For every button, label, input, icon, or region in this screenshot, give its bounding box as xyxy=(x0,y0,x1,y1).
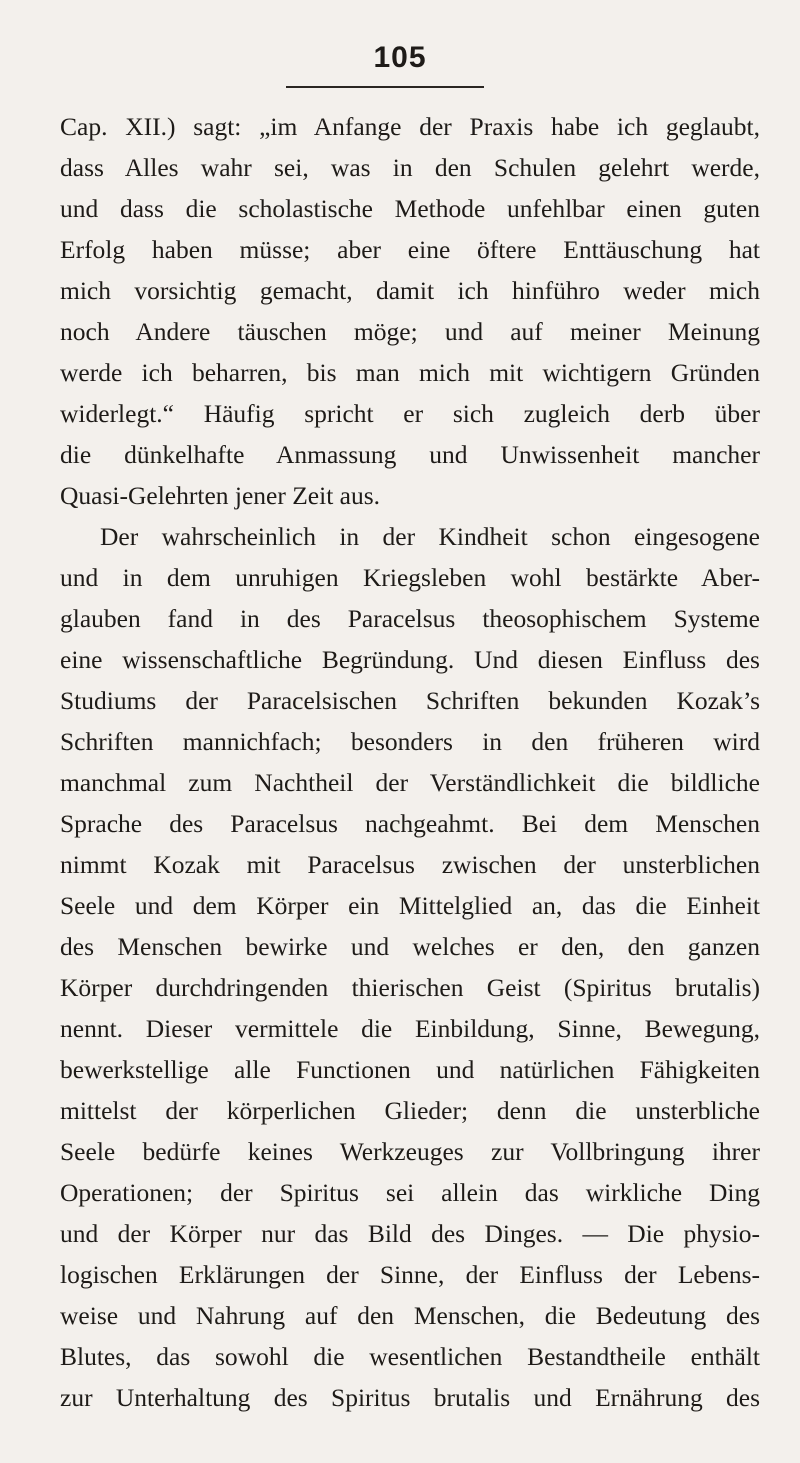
text-line: Seele bedürfe keines Werkzeuges zur Vollbringung ihrer xyxy=(60,1137,760,1166)
text-line: weise und Nahrung auf den Menschen, die Bedeutung des xyxy=(60,1301,760,1330)
text-line: Blutes, das sowohl die wesentlichen Bestandtheile enthält xyxy=(60,1342,760,1371)
text-line: dass Alles wahr sei, was in den Schulen gelehrt werde, xyxy=(60,153,760,182)
text-line: werde ich beharren, bis man mich mit wichtigern Gründen xyxy=(60,358,760,387)
page-number: 105 xyxy=(373,41,427,74)
text-line: Operationen; der Spiritus sei allein das wirkliche Ding xyxy=(60,1178,760,1207)
text-line: mittelst der körperlichen Glieder; denn die unsterbliche xyxy=(60,1096,760,1125)
text-line: nennt. Dieser vermittele die Einbildung, Sinne, Bewegung, xyxy=(60,1014,760,1043)
text-line: Sprache des Paracelsus nachgeahmt. Bei dem Menschen xyxy=(60,809,760,838)
text-line: bewerkstellige alle Functionen und natürlichen Fähigkeiten xyxy=(60,1055,760,1084)
text-line: Körper durchdringenden thierischen Geist (Spiritus brutalis) xyxy=(60,973,760,1002)
text-line: und der Körper nur das Bild des Dinges. — Die physio- xyxy=(60,1219,760,1248)
text-line: noch Andere täuschen möge; und auf meiner Meinung xyxy=(60,317,760,346)
text-line: logischen Erklärungen der Sinne, der Einfluss der Lebens- xyxy=(60,1260,760,1289)
body-text xyxy=(60,106,760,1418)
text-line: eine wissenschaftliche Begründung. Und diesen Einfluss des xyxy=(60,645,760,674)
text-line: Studiums der Paracelsischen Schriften bekunden Kozak’s xyxy=(60,686,760,715)
paragraph-end-line: Quasi-Gelehrten jener Zeit aus. xyxy=(60,481,381,510)
text-line: Seele und dem Körper ein Mittelglied an, das die Einheit xyxy=(60,891,760,920)
text-line: nimmt Kozak mit Paracelsus zwischen der unsterblichen xyxy=(60,850,760,879)
text-line: glauben fand in des Paracelsus theosophischem Systeme xyxy=(60,604,760,633)
text-line: und in dem unruhigen Kriegsleben wohl bestärkte Aber- xyxy=(60,563,760,592)
text-line: Erfolg haben müsse; aber eine öftere Enttäuschung hat xyxy=(60,235,760,264)
text-line: Cap. XII.) sagt: „im Anfange der Praxis habe ich geglaubt, xyxy=(60,112,760,141)
header-rule xyxy=(286,86,484,88)
text-line: Schriften mannichfach; besonders in den früheren wird xyxy=(60,727,760,756)
text-line: mich vorsichtig gemacht, damit ich hinführo weder mich xyxy=(60,276,760,305)
paragraph-start-line: Der wahrscheinlich in der Kindheit schon eingesogene xyxy=(100,522,760,551)
text-line: die dünkelhafte Anmassung und Unwissenheit mancher xyxy=(60,440,760,469)
text-line: manchmal zum Nachtheil der Verständlichkeit die bildliche xyxy=(60,768,760,797)
text-line: und dass die scholastische Methode unfehlbar einen guten xyxy=(60,194,760,223)
text-line: des Menschen bewirke und welches er den, den ganzen xyxy=(60,932,760,961)
text-line: widerlegt.“ Häufig spricht er sich zugleich derb über xyxy=(60,399,760,428)
text-line: zur Unterhaltung des Spiritus brutalis und Ernährung des xyxy=(60,1383,760,1412)
